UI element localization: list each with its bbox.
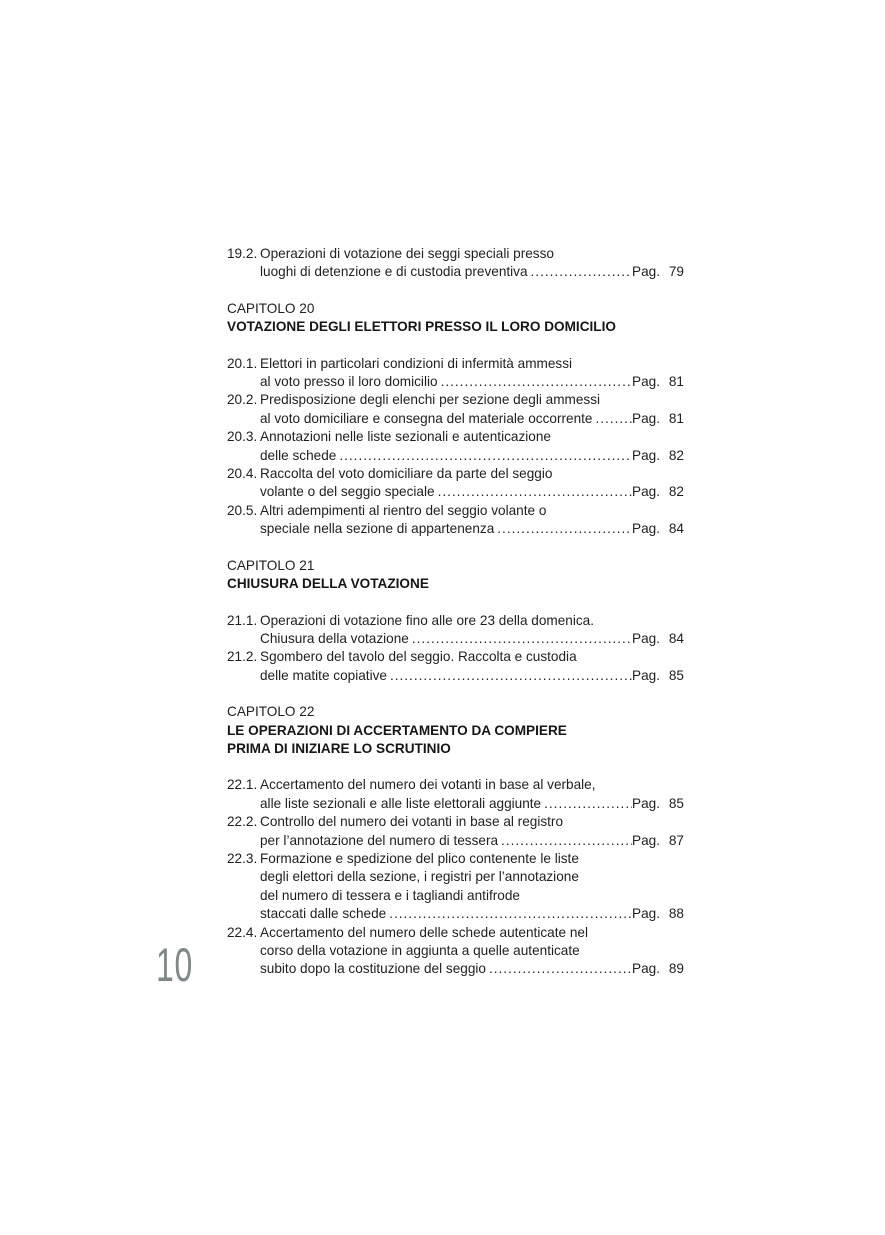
entry-text-line: luoghi di detenzione e di custodia preventiva	[260, 264, 528, 280]
leader-dots	[389, 905, 632, 923]
entry-text-line: Predisposizione degli elenchi per sezione degli ammessi	[260, 392, 601, 408]
entry-number: 19.2.	[227, 246, 258, 261]
entry-text-line: Annotazioni nelle liste sezionali e autenticazione	[260, 429, 551, 445]
entry-number: 20.4.	[227, 466, 258, 482]
toc-entry	[227, 465, 684, 502]
chapter-heading	[227, 557, 684, 594]
toc-entry	[227, 776, 684, 813]
entry-text-line: Elettori in particolari condizioni di infermità ammessi	[260, 355, 573, 371]
entry-text-line: Chiusura della votazione	[260, 630, 409, 646]
page-ref-number: 88	[668, 906, 684, 922]
toc-entry	[227, 245, 684, 282]
page-ref-number: 89	[668, 961, 684, 977]
entry-text-line: Accertamento del numero delle schede autenticate nel	[260, 924, 588, 940]
entry-text-line: Operazioni di votazione fino alle ore 23 della domenica.	[260, 612, 595, 628]
entry-text-line: staccati dalle schede	[260, 906, 387, 922]
entry-body	[260, 465, 684, 502]
entry-text-line: per l’annotazione del numero di tessera	[260, 832, 499, 848]
entry-text-line: del numero di tessera e i tagliandi antifrode	[260, 887, 520, 903]
entry-number: 21.1.	[227, 612, 258, 628]
entry-body	[260, 355, 684, 392]
chapter-heading	[227, 703, 684, 758]
entry-text-line: corso della votazione in aggiunta a quelle autenticate	[260, 943, 580, 958]
toc-section	[227, 557, 684, 685]
entry-body	[260, 813, 684, 850]
entry-text-line: al voto presso il loro domicilio	[260, 374, 438, 390]
page-ref-label: Pag.	[632, 264, 660, 280]
page-ref-number: 82	[668, 484, 684, 500]
toc-entry	[227, 428, 684, 465]
entry-body	[260, 776, 684, 813]
entry-body	[260, 612, 684, 649]
page-ref-number: 85	[668, 795, 684, 811]
entry-text-line: Accertamento del numero dei votanti in base al verbale,	[260, 777, 596, 793]
page-ref-label: Pag.	[632, 832, 660, 848]
entry-text-line: subito dopo la costituzione del seggio	[260, 961, 486, 977]
entry-text-line: Sgombero del tavolo del seggio. Raccolta e custodia	[260, 649, 577, 665]
toc-entry	[227, 355, 684, 392]
entry-number: 20.5.	[227, 502, 258, 518]
entry-leader-line	[260, 795, 684, 813]
folio-page-number: 10	[156, 938, 193, 991]
entry-number: 20.2.	[227, 392, 258, 408]
toc-entry	[227, 612, 684, 649]
entry-leader-line	[260, 263, 684, 281]
toc-entry	[227, 924, 684, 979]
leader-dots	[544, 795, 632, 813]
page-ref-label: Pag.	[632, 961, 660, 977]
entry-number: 22.3.	[227, 850, 258, 866]
toc-entry	[227, 850, 684, 924]
leader-dots	[412, 630, 632, 648]
entry-number: 22.2.	[227, 814, 258, 830]
page-ref-label: Pag.	[632, 447, 660, 463]
leader-dots	[531, 263, 633, 281]
page-ref-label: Pag.	[632, 521, 660, 537]
entry-number: 22.4.	[227, 924, 258, 940]
page-ref-number: 82	[668, 447, 684, 463]
chapter-heading	[227, 300, 684, 337]
entry-text-line: Formazione e spedizione del plico contenente le liste	[260, 850, 579, 866]
entry-text-line: degli elettori della sezione, i registri per l’annotazione	[260, 869, 579, 885]
entry-leader-line	[260, 667, 684, 685]
toc-entry	[227, 813, 684, 850]
entry-text-line: al voto domiciliare e consegna del materiale occorrente	[260, 410, 593, 426]
entry-leader-line	[260, 630, 684, 648]
entry-text-line: alle liste sezionali e alle liste elettorali aggiunte	[260, 795, 542, 811]
leader-dots	[339, 447, 632, 465]
leader-dots	[497, 520, 632, 538]
entry-number: 20.1.	[227, 355, 258, 371]
toc-entry	[227, 502, 684, 539]
leader-dots	[441, 373, 632, 391]
page-ref-label: Pag.	[632, 795, 660, 811]
leader-dots	[390, 667, 632, 685]
entry-text-line: Altri adempimenti al rientro del seggio volante o	[260, 502, 547, 518]
entry-text-line: Controllo del numero dei votanti in base al registro	[260, 814, 564, 830]
leader-dots	[438, 483, 632, 501]
entry-leader-line	[260, 960, 684, 978]
entry-leader-line	[260, 832, 684, 850]
entry-leader-line	[260, 447, 684, 465]
chapter-title: VOTAZIONE DEGLI ELETTORI PRESSO IL LORO DOMICILIO	[227, 319, 616, 335]
entry-body	[260, 850, 684, 924]
entry-number: 21.2.	[227, 649, 258, 665]
page-ref-number: 81	[668, 374, 684, 390]
chapter-label: CAPITOLO 22	[227, 704, 315, 720]
page-ref-label: Pag.	[632, 374, 660, 390]
toc	[227, 245, 684, 979]
entry-body	[260, 502, 684, 539]
chapter-label: CAPITOLO 20	[227, 300, 315, 316]
entry-body	[260, 391, 684, 428]
chapter-title: PRIMA DI INIZIARE LO SCRUTINIO	[227, 740, 451, 756]
toc-section	[227, 703, 684, 979]
entry-number: 20.3.	[227, 429, 258, 445]
entry-leader-line	[260, 520, 684, 538]
entry-body	[260, 428, 684, 465]
page-ref-label: Pag.	[632, 630, 660, 646]
toc-entry	[227, 391, 684, 428]
chapter-title: CHIUSURA DELLA VOTAZIONE	[227, 576, 429, 592]
page-ref-label: Pag.	[632, 410, 660, 426]
leader-dots	[501, 832, 632, 850]
chapter-label: CAPITOLO 21	[227, 557, 315, 573]
page-ref-number: 84	[668, 630, 684, 646]
chapter-title: LE OPERAZIONI DI ACCERTAMENTO DA COMPIERE	[227, 722, 567, 738]
leader-dots	[595, 410, 632, 428]
entry-leader-line	[260, 410, 684, 428]
toc-entry	[227, 648, 684, 685]
entry-text-line: delle matite copiative	[260, 667, 387, 683]
entry-leader-line	[260, 483, 684, 501]
entry-leader-line	[260, 905, 684, 923]
toc-section	[227, 300, 684, 539]
page-ref-number: 87	[668, 832, 684, 848]
page-ref-number: 85	[668, 667, 684, 683]
page-ref-label: Pag.	[632, 906, 660, 922]
entry-body	[260, 245, 684, 282]
entry-body	[260, 924, 684, 979]
toc-section	[227, 245, 684, 282]
entry-text-line: speciale nella sezione di appartenenza	[260, 521, 495, 537]
leader-dots	[489, 960, 632, 978]
page-ref-label: Pag.	[632, 484, 660, 500]
entry-leader-line	[260, 373, 684, 391]
entry-text-line: Raccolta del voto domiciliare da parte del seggio	[260, 466, 553, 482]
entry-body	[260, 648, 684, 685]
page-ref-number: 84	[668, 521, 684, 537]
entry-text-line: delle schede	[260, 447, 337, 463]
entry-number: 22.1.	[227, 777, 258, 793]
entry-text-line: volante o del seggio speciale	[260, 484, 435, 500]
entry-text-line: Operazioni di votazione dei seggi speciali presso	[260, 246, 554, 261]
page-ref-label: Pag.	[632, 667, 660, 683]
page-ref-number: 81	[668, 410, 684, 426]
page-ref-number: 79	[668, 264, 684, 280]
